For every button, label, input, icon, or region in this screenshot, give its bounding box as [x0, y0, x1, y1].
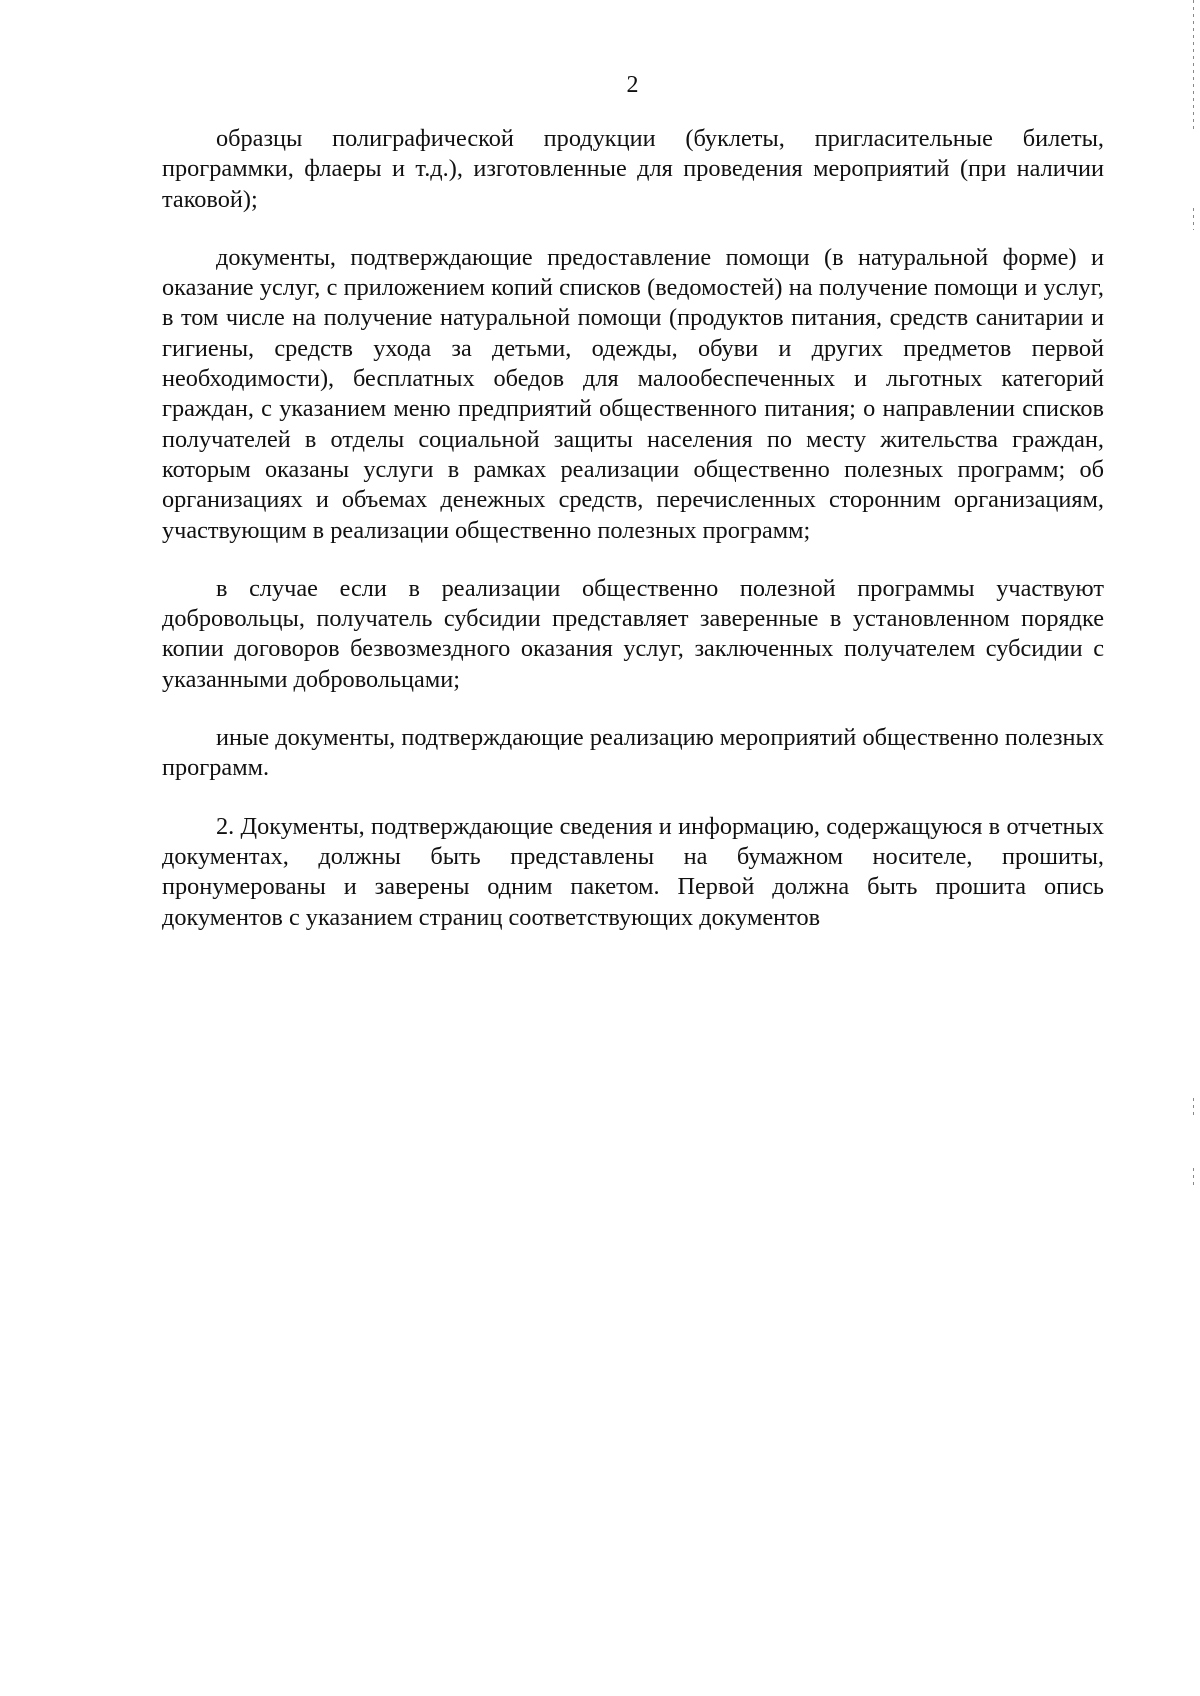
page-number: 2	[626, 72, 639, 98]
scan-edge-mark-top	[1193, 0, 1194, 130]
paragraph-assistance-documents: документы, подтверждающие предоставление помощи (в натуральной форме) и оказание услуг, с приложением копий списков (ведомостей) на получение помощи и услуг, в том числе на получение натуральной помощи (продуктов питания, средств санитарии и гигиены, средств ухода за детьми, одежды, обуви и других предметов первой необходимости), бесплатных обедов для малообеспеченных и льготных категорий граждан, с указанием меню предприятий общественного питания; о направлении списков получателей в отделы социальной защиты населения по месту жительства граждан, которым оказаны услуги в рамках реализации общественно полезных программ; об организациях и объемах денежных средств, перечисленных сторонним организациям, участвующим в реализации общественно полезных программ;	[162, 243, 1104, 544]
paragraph-volunteers: в случае если в реализации общественно полезной программы участвуют добровольцы, получатель субсидии представляет заверенные в установленном порядке копии договоров безвозмездного оказания услуг, заключенных получателем субсидии с указанными добровольцами;	[162, 574, 1104, 693]
scan-edge-mark-lower	[1193, 1098, 1194, 1118]
paragraph-printed-materials: образцы полиграфической продукции (буклеты, пригласительные билеты, программки, флаеры и т.д.), изготовленные для проведения мероприятий (при наличии таковой);	[162, 125, 1104, 213]
document-body	[162, 124, 1104, 963]
paragraph-other-documents: иные документы, подтверждающие реализацию мероприятий общественно полезных программ.	[162, 724, 1104, 782]
scan-edge-mark-upper	[1193, 208, 1194, 230]
scan-edge-mark-bottom	[1193, 1168, 1194, 1188]
paragraph-document-submission: 2. Документы, подтверждающие сведения и информацию, содержащуюся в отчетных документах, должны быть представлены на бумажном носителе, прошиты, пронумерованы и заверены одним пакетом. Первой должна быть прошита опись документов с указанием страниц соответствующих документов	[162, 812, 1104, 931]
